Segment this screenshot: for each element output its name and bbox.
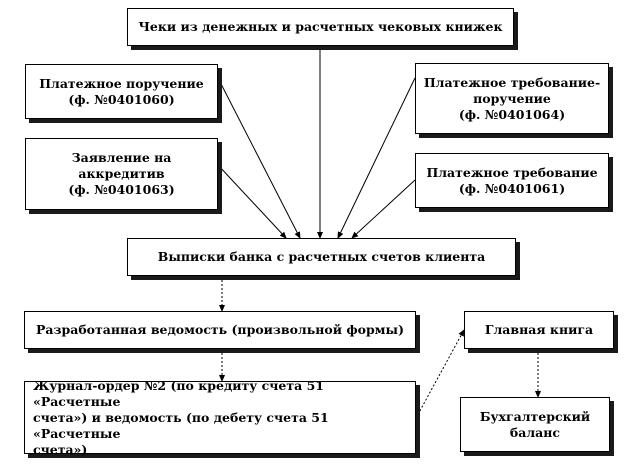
node-letter-of-credit-line-1: Заявление на — [71, 150, 172, 165]
node-journal-order-line-1: Журнал-ордер №2 (по кредиту счета 51 «Расчетные — [33, 377, 324, 409]
node-payment-order-line-1: Платежное поручение — [39, 75, 204, 91]
node-bank-statement — [127, 238, 516, 276]
arrow-payment-demand-order-to-bank-statement — [338, 78, 415, 238]
node-journal-order-line-2: счета») и ведомость (по дебету счета 51 «Расчетные — [33, 409, 329, 441]
node-letter-of-credit-line-3: (ф. №0401063) — [68, 182, 175, 197]
node-payment-demand-line-1: Платежное требование — [426, 164, 598, 180]
node-payment-demand-order-line-1: Платежное требование- — [423, 74, 601, 90]
node-developed-ledger — [24, 311, 416, 349]
node-bank-statement-line-1: Выписки банка с расчетных счетов клиента — [157, 249, 486, 264]
node-balance-sheet-line-2: баланс — [509, 424, 561, 440]
node-payment-demand-order — [415, 63, 609, 134]
node-balance-sheet-line-1: Бухгалтерский — [479, 408, 591, 424]
node-payment-order — [25, 64, 218, 119]
node-payment-demand-order-line-2: поручение — [473, 90, 551, 106]
node-checks-line-1: Чеки из денежных и расчетных чековых книжек — [138, 19, 503, 34]
node-checks — [127, 8, 514, 46]
node-general-ledger — [464, 311, 614, 349]
node-payment-order-line-2: (ф. №0401060) — [68, 91, 175, 107]
arrow-journal-order-to-general-ledger — [416, 330, 464, 418]
arrow-letter-of-credit-to-bank-statement — [218, 165, 286, 238]
node-payment-demand — [415, 153, 609, 208]
node-letter-of-credit — [25, 138, 218, 210]
node-payment-demand-order-line-3: (ф. №0401064) — [458, 106, 566, 122]
node-payment-demand-line-2: (ф. №0401061) — [458, 180, 566, 196]
arrow-payment-order-to-bank-statement — [218, 78, 300, 238]
node-journal-order — [24, 377, 416, 457]
node-general-ledger-line-1: Главная книга — [484, 322, 594, 337]
node-developed-ledger-line-1: Разработанная ведомость (произвольной формы) — [36, 322, 404, 337]
node-journal-order-line-3: счета») — [33, 441, 88, 457]
node-balance-sheet — [460, 397, 610, 452]
node-letter-of-credit-line-2: аккредитив — [78, 166, 165, 181]
